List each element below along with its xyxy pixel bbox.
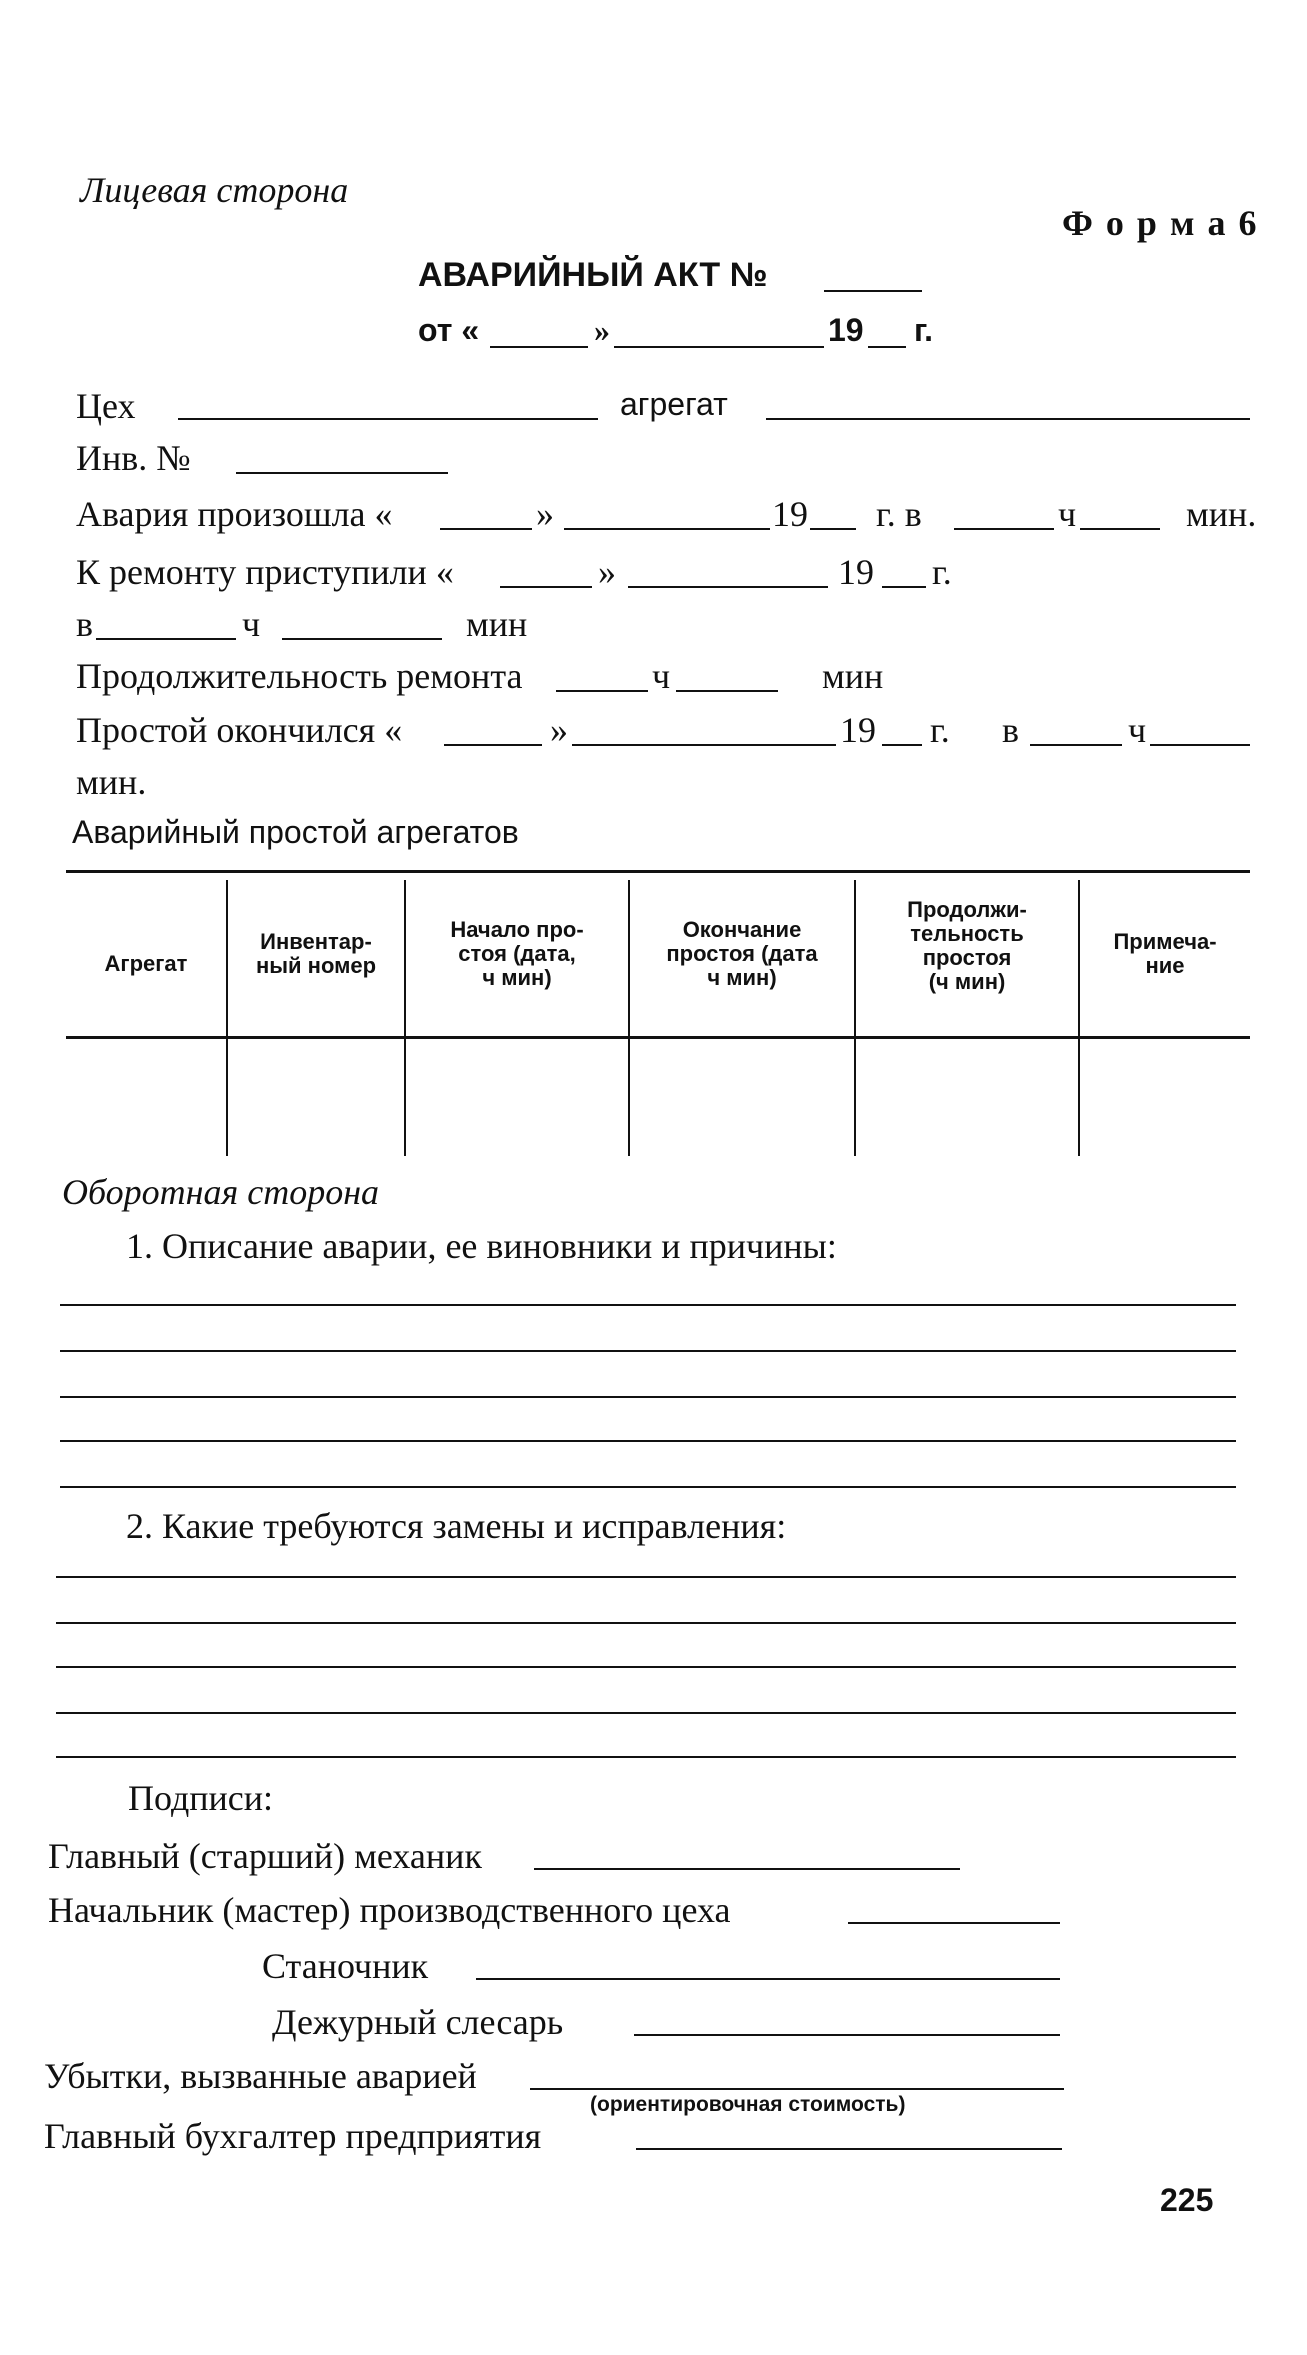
table-header-rule xyxy=(66,1036,1250,1039)
chief-accountant-signature-line[interactable] xyxy=(636,2148,1062,2150)
answer-line[interactable] xyxy=(56,1666,1236,1668)
repair-month-line[interactable] xyxy=(628,586,828,588)
repair-minutes-line[interactable] xyxy=(282,638,442,640)
quote-close: » xyxy=(594,312,610,348)
downtime-minutes-line[interactable] xyxy=(1150,744,1250,746)
act-year-line[interactable] xyxy=(868,346,906,348)
chief-accountant-label: Главный бухгалтер предприятия xyxy=(44,2116,542,2156)
repair-started-label: К ремонту приступили « xyxy=(76,552,454,592)
accident-year-prefix: 19 xyxy=(772,494,808,534)
duration-minutes-label: мин xyxy=(822,656,884,696)
duty-fitter-label: Дежурный слесарь xyxy=(272,2002,564,2042)
downtime-minutes-label: мин. xyxy=(76,762,147,802)
inv-label: Инв. № xyxy=(76,438,191,478)
table-header-notes: Примеча- ние xyxy=(1113,929,1217,978)
front-side-label: Лицевая сторона xyxy=(80,170,349,210)
downtime-day-line[interactable] xyxy=(444,744,542,746)
accident-month-line[interactable] xyxy=(564,528,770,530)
downtime-hours-label: ч xyxy=(1128,710,1147,750)
machinist-label: Станочник xyxy=(262,1946,429,1986)
shop-head-label: Начальник (мастер) производственного цеха xyxy=(48,1890,731,1930)
accident-at-label: г. в xyxy=(876,494,922,534)
answer-line[interactable] xyxy=(60,1486,1236,1488)
shop-label: Цех xyxy=(76,386,136,426)
repair-year-suffix: г. xyxy=(932,552,952,592)
act-number-line[interactable] xyxy=(824,290,922,292)
accident-occurred-label: Авария произошла « xyxy=(76,494,393,534)
act-year-prefix: 19 xyxy=(828,312,864,348)
answer-line[interactable] xyxy=(60,1440,1236,1442)
losses-note: (ориентировочная стоимость) xyxy=(590,2093,906,2116)
duration-hours-line[interactable] xyxy=(556,690,648,692)
table-header-duration: Продолжи- тельность простоя (ч мин) xyxy=(907,897,1027,994)
accident-hours-label: ч xyxy=(1058,494,1077,534)
answer-line[interactable] xyxy=(60,1304,1236,1306)
repair-duration-label: Продолжительность ремонта xyxy=(76,656,523,696)
accident-year-line[interactable] xyxy=(810,528,856,530)
answer-line[interactable] xyxy=(56,1576,1236,1578)
repair-day-line[interactable] xyxy=(500,586,592,588)
date-prefix: от « xyxy=(418,312,480,348)
answer-line[interactable] xyxy=(56,1622,1236,1624)
downtime-hours-line[interactable] xyxy=(1030,744,1122,746)
downtime-year-prefix: 19 xyxy=(840,710,876,750)
back-side-label: Оборотная сторона xyxy=(62,1172,380,1212)
question-description: 1. Описание аварии, ее виновники и причины: xyxy=(126,1226,837,1266)
downtime-in-label: в xyxy=(1002,710,1019,750)
answer-line[interactable] xyxy=(60,1396,1236,1398)
downtime-year-line[interactable] xyxy=(882,744,922,746)
table-header-unit: Агрегат xyxy=(104,951,188,976)
losses-value-line[interactable] xyxy=(530,2088,1064,2090)
table-col-divider xyxy=(1078,880,1080,1156)
answer-line[interactable] xyxy=(56,1756,1236,1758)
table-header-end: Окончание простоя (дата ч мин) xyxy=(666,917,818,990)
form-number: Ф о р м а 6 xyxy=(1062,203,1259,243)
table-col-divider xyxy=(226,880,228,1156)
accident-quote: » xyxy=(536,494,554,534)
table-header-inventory: Инвентар- ный номер xyxy=(255,929,377,978)
machinist-signature-line[interactable] xyxy=(476,1978,1060,1980)
downtime-month-line[interactable] xyxy=(572,744,836,746)
chief-mechanic-label: Главный (старший) механик xyxy=(48,1836,482,1876)
act-title: АВАРИЙНЫЙ АКТ № xyxy=(418,256,768,294)
shop-line[interactable] xyxy=(178,418,598,420)
losses-label: Убытки, вызванные аварией xyxy=(44,2056,477,2096)
unit-label: агрегат xyxy=(620,386,728,422)
repair-minutes-label: мин xyxy=(466,604,528,644)
shop-head-signature-line[interactable] xyxy=(848,1922,1060,1924)
repair-hours-line[interactable] xyxy=(96,638,236,640)
downtime-quote: » xyxy=(550,710,568,750)
signatures-heading: Подписи: xyxy=(128,1778,274,1818)
duration-minutes-line[interactable] xyxy=(676,690,778,692)
table-top-rule xyxy=(66,870,1250,873)
repair-hours-label: ч xyxy=(242,604,261,644)
accident-hours-line[interactable] xyxy=(954,528,1054,530)
answer-line[interactable] xyxy=(60,1350,1236,1352)
duty-fitter-signature-line[interactable] xyxy=(634,2034,1060,2036)
table-header-start: Начало про- стоя (дата, ч мин) xyxy=(450,917,584,990)
downtime-year-suffix: г. xyxy=(930,710,950,750)
duration-hours-label: ч xyxy=(652,656,671,696)
page-number: 225 xyxy=(1160,2182,1214,2218)
repair-year-prefix: 19 xyxy=(838,552,874,592)
chief-mechanic-signature-line[interactable] xyxy=(534,1868,960,1870)
act-day-line[interactable] xyxy=(490,346,588,348)
downtime-ended-label: Простой окончился « xyxy=(76,710,403,750)
accident-minutes-label: мин. xyxy=(1186,494,1257,534)
answer-line[interactable] xyxy=(56,1712,1236,1714)
repair-year-line[interactable] xyxy=(882,586,926,588)
accident-minutes-line[interactable] xyxy=(1080,528,1160,530)
question-replacements: 2. Какие требуются замены и исправления: xyxy=(126,1506,787,1546)
accident-day-line[interactable] xyxy=(440,528,532,530)
table-title: Аварийный простой агрегатов xyxy=(72,814,519,850)
repair-in-label: в xyxy=(76,604,93,644)
repair-quote: » xyxy=(598,552,616,592)
inv-line[interactable] xyxy=(236,472,448,474)
act-month-line[interactable] xyxy=(614,346,824,348)
unit-line[interactable] xyxy=(766,418,1250,420)
act-year-suffix: г. xyxy=(914,312,934,348)
